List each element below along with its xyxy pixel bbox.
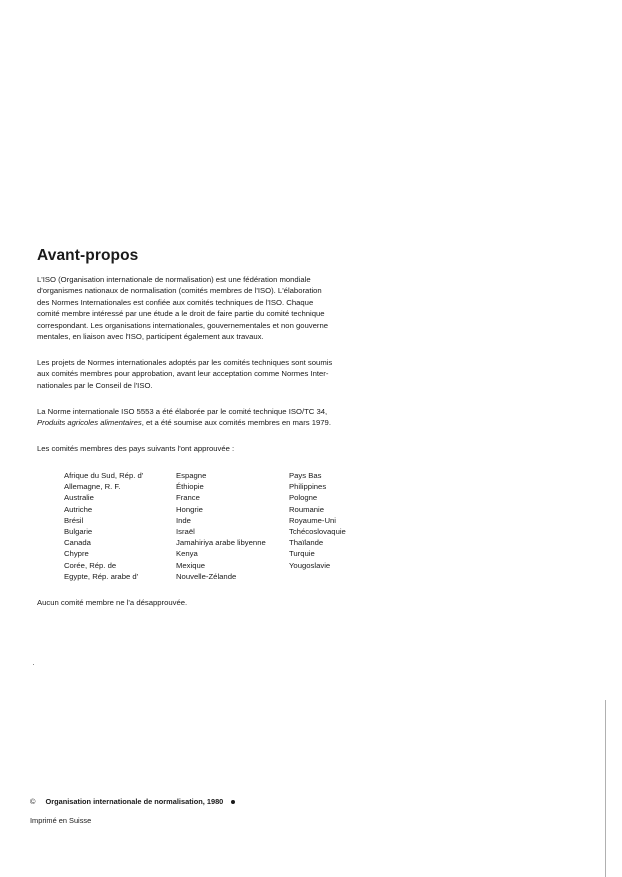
copyright-text: Organisation internationale de normalisation, 1980 [45,797,224,806]
country-item: Afrique du Sud, Rép. d' [64,471,144,480]
intro-line: L'ISO (Organisation internationale de normalisation) est une fédération mondiale [37,275,311,284]
country-item: Israël [176,526,195,536]
bullet-dot-icon [231,800,235,804]
approval-line: Les projets de Normes internationales adoptés par les comités techniques sont soumis [37,358,333,367]
country-item: Inde [176,515,191,525]
approval-line: aux comités membres pour approbation, avant leur acceptation comme Normes Inter- [37,369,329,379]
approval-paragraph [37,357,385,391]
intro-line: comité membre intéressé par une étude a le droit de faire partie du comité technique [37,309,325,319]
intro-line: mentales, en liaison avec l'ISO, participent également aux travaux. [37,332,264,342]
countries-column-2 [176,470,266,582]
country-item: Chypre [64,549,89,559]
country-item: Pays Bas [289,471,322,480]
scan-speck [33,664,34,665]
country-item: Mexique [176,560,206,570]
country-item: Kenya [176,549,198,559]
country-item: Bulgarie [64,526,93,536]
countries-column-3 [289,470,346,571]
intro-line: d'organismes nationaux de normalisation (comités membres de l'ISO). L'élaboration [37,286,322,296]
standard-line: La Norme internationale ISO 5553 a été élaborée par le comité technique ISO/TC 34, [37,407,328,416]
standard-paragraph [37,406,385,429]
country-item: Corée, Rép. de [64,560,117,570]
country-item: Jamahiriya arabe libyenne [176,538,266,548]
page-title: Avant-propos [37,247,139,264]
country-item: Yougoslavie [289,560,331,570]
intro-line: correspondant. Les organisations internationales, gouvernementales et non gouverne [37,320,329,330]
standard-line-rest: , et a été soumise aux comités membres en mars 1979. [141,418,331,428]
country-item: Allemagne, R. F. [64,482,121,492]
intro-paragraph [37,274,385,342]
country-item: Canada [64,538,91,548]
country-item: Roumanie [289,504,325,514]
approval-line: nationales par le Conseil de l'ISO. [37,380,153,390]
country-item: Éthiopie [176,482,204,492]
country-item: Egypte, Rép. arabe d' [64,571,139,581]
country-item: Tchécoslovaquie [289,526,346,536]
country-item: Australie [64,493,94,503]
countries-column-1 [64,470,143,582]
country-item: Royaume-Uni [289,515,336,525]
country-item: Pologne [289,493,318,503]
country-item: Turquie [289,549,315,559]
country-item: Nouvelle-Zélande [176,571,237,581]
country-item: France [176,493,200,503]
country-item: Espagne [176,471,207,480]
standard-line [37,417,385,428]
committee-title: Produits agricoles alimentaires [37,418,142,428]
copyright-footer [30,797,235,806]
country-item: Philippines [289,482,327,492]
country-item: Brésil [64,515,84,525]
copyright-symbol: © [30,797,36,806]
intro-line: des Normes Internationales est confiée aux comités techniques de l'ISO. Chaque [37,297,314,307]
country-item: Hongrie [176,504,203,514]
country-item: Autriche [64,504,93,514]
scan-edge-line [605,700,606,877]
country-item: Thaïlande [289,538,324,548]
disapproval-note: Aucun comité membre ne l'a désapprouvée. [37,598,188,607]
members-intro: Les comités membres des pays suivants l'ont approuvée : [37,444,235,453]
printed-in-note: Imprimé en Suisse [30,816,92,825]
